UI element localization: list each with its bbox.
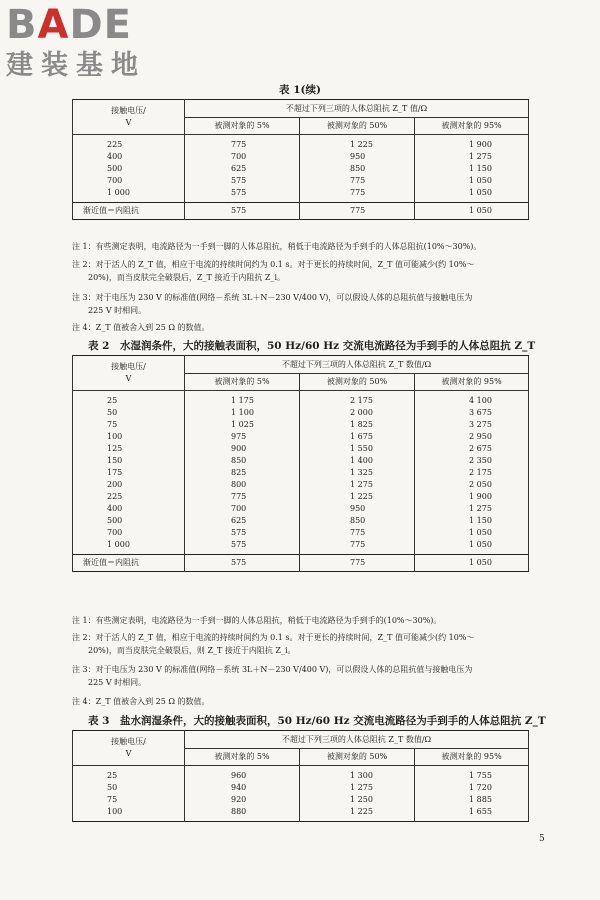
table-row: 175 825 1 325 2 175: [73, 467, 529, 479]
table1-caption: 表 1(续): [279, 84, 321, 96]
table-row: 100 975 1 675 2 950: [73, 431, 529, 443]
table1-limit-row: 渐近值＝内阻抗 575 775 1 050: [73, 203, 529, 220]
table-row: 500 625 850 1 150: [73, 163, 529, 175]
table1-header-95pct: 被测对象的 95%: [415, 118, 529, 135]
table-row: 700 575 775 1 050: [73, 527, 529, 539]
bade-logo: [6, 2, 176, 82]
table3-header-5pct: 被测对象的 5%: [185, 749, 300, 766]
table1-note-4: 注 4：Z_T 值被舍入到 25 Ω 的数值。: [72, 323, 210, 332]
table3: [72, 730, 529, 822]
table-row: 100 880 1 225 1 655: [73, 806, 529, 822]
table-row: 700 575 775 1 050: [73, 175, 529, 187]
table1-note-3: 注 3：对于电压为 230 V 的标准值(网络－系统 3L＋N－230 V/400 V)，可以假设人体的总阻抗值与接触电压为 225 V 时相同。: [72, 293, 473, 315]
table-row: 150 850 1 400 2 350: [73, 455, 529, 467]
table3-header-voltage: 接触电压/ V: [73, 731, 185, 766]
table1-header-5pct: 被测对象的 5%: [185, 118, 300, 135]
table3-header-95pct: 被测对象的 95%: [415, 749, 529, 766]
table-row: 400 700 950 1 275: [73, 151, 529, 163]
table1: [72, 99, 529, 220]
table-row: 25 960 1 300 1 755: [73, 766, 529, 783]
table-row: 125 900 1 550 2 675: [73, 443, 529, 455]
table-row: 25 1 175 2 175 4 100: [73, 391, 529, 408]
table-row: 500 625 850 1 150: [73, 515, 529, 527]
table-row: 50 1 100 2 000 3 675: [73, 407, 529, 419]
table2-header-50pct: 被测对象的 50%: [300, 374, 415, 391]
table3-header-group: 不超过下列三项的人体总阻抗 Z_T 数值/Ω: [185, 731, 529, 749]
table3-header-50pct: 被测对象的 50%: [300, 749, 415, 766]
table2-header-group: 不超过下列三项的人体总阻抗 Z_T 数值/Ω: [185, 356, 529, 374]
table2-note-4: 注 4：Z_T 值被舍入到 25 Ω 的数值。: [72, 697, 210, 706]
logo-wordmark: BADE: [6, 2, 132, 48]
table1-note-2: 注 2：对于活人的 Z_T 值，相应于电流的持续时间约为 0.1 s。对于更长的持续时间，Z_T 值可能减少(约 10%～ 20%)，而当皮肤完全破裂后，Z_T 接近于内阻抗 Z_i。: [72, 260, 475, 282]
table-row: 1 000 575 775 1 050: [73, 539, 529, 555]
table-row: 400 700 950 1 275: [73, 503, 529, 515]
table1-header-50pct: 被测对象的 50%: [300, 118, 415, 135]
logo-subtitle: 建装基地: [6, 50, 146, 81]
table-row: 225 775 1 225 1 900: [73, 135, 529, 152]
table2-header-voltage: 接触电压/ V: [73, 356, 185, 391]
table2-header-95pct: 被测对象的 95%: [415, 374, 529, 391]
logo-accent-letter: A: [37, 2, 70, 48]
table2-note-2: 注 2：对于活人的 Z_T 值，相应于电流的持续时间约为 0.1 s。对于更长的持续时间，Z_T 值可能减少(约 10%～ 20%)，而当皮肤完全破裂后，则 Z_T 接近于内阻抗 Z_i。: [72, 633, 475, 655]
table3-caption: 表 3 盐水润湿条件，大的接触表面积，50 Hz/60 Hz 交流电流路径为手到手的人体总阻抗 Z_T: [88, 715, 546, 727]
table-row: 200 800 1 275 2 050: [73, 479, 529, 491]
table2-caption: 表 2 水湿润条件，大的接触表面积，50 Hz/60 Hz 交流电流路径为手到手的人体总阻抗 Z_T: [88, 340, 536, 352]
table1-header-group: 不超过下列三项的人体总阻抗 Z_T 值/Ω: [185, 100, 529, 118]
table2-note-1: 注 1：有些测定表明，电流路径为一手到一脚的人体总阻抗，稍低于电流路径为手到手的(10%～30%)。: [72, 616, 442, 625]
table2-header-5pct: 被测对象的 5%: [185, 374, 300, 391]
table-row: 75 920 1 250 1 885: [73, 794, 529, 806]
table-row: 50 940 1 275 1 720: [73, 782, 529, 794]
table1-header-voltage: 接触电压/ V: [73, 100, 185, 135]
table1-note-1: 注 1：有些测定表明，电流路径为一手到一脚的人体总阻抗，稍低于电流路径为手到手的人体总阻抗(10%～30%)。: [72, 242, 482, 251]
table-row: 225 775 1 225 1 900: [73, 491, 529, 503]
table2-limit-row: 渐近值＝内阻抗 575 775 1 050: [73, 555, 529, 572]
table2-note-3: 注 3：对于电压为 230 V 的标准值(网络－系统 3L＋N－230 V/400 V)，可以假设人体的总阻抗值与接触电压为 225 V 时相同。: [72, 665, 473, 687]
page-number: 5: [539, 834, 545, 844]
table-row: 75 1 025 1 825 3 275: [73, 419, 529, 431]
table2: [72, 355, 529, 572]
table-row: 1 000 575 775 1 050: [73, 187, 529, 203]
